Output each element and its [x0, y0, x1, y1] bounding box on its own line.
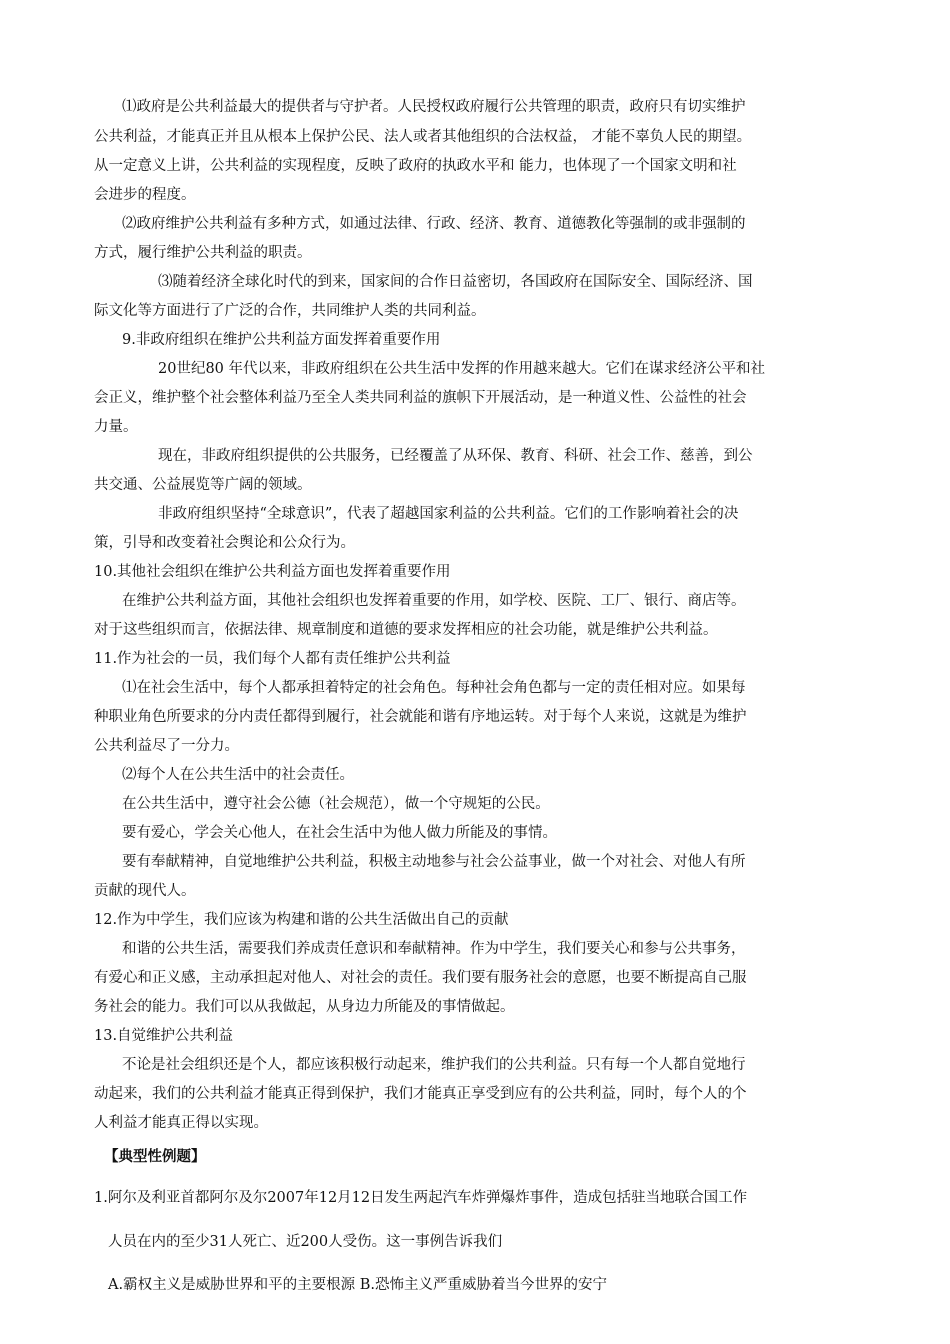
- question-stem: 人员在内的至少31人死亡、近200人受伤。这一事例告诉我们: [108, 1234, 503, 1250]
- paragraph-line: ⑶随着经济全球化时代的到来，国家间的合作日益密切，各国政府在国际安全、国际经济、国: [158, 274, 753, 290]
- section-heading: 12.作为中学生，我们应该为构建和谐的公共生活做出自己的贡献: [94, 912, 509, 928]
- paragraph-line: 要有爱心，学会关心他人，在社会生活中为他人做力所能及的事情。: [122, 825, 557, 841]
- example-section-title: 【典型性例题】: [104, 1149, 206, 1165]
- paragraph-line: 公共利益，才能真正并且从根本上保护公民、法人或者其他组织的合法权益， 才能不辜负人民的期望。: [94, 129, 752, 145]
- paragraph-line: 际文化等方面进行了广泛的合作，共同维护人类的共同利益。: [94, 303, 486, 319]
- paragraph-line: 在维护公共利益方面，其他社会组织也发挥着重要的作用，如学校、医院、工厂、银行、商店等。: [122, 593, 746, 609]
- section-heading: 13.自觉维护公共利益: [94, 1028, 234, 1044]
- paragraph-line: ⑵政府维护公共利益有多种方式，如通过法律、行政、经济、教育、道德教化等强制的或非强制的: [122, 216, 746, 232]
- paragraph-line: ⑵每个人在公共生活中的社会责任。: [122, 767, 354, 783]
- paragraph-line: 共交通、公益展览等广阔的领域。: [94, 477, 312, 493]
- paragraph-line: 非政府组织坚持“全球意识”，代表了超越国家利益的公共利益。它们的工作影响着社会的决: [158, 506, 739, 522]
- paragraph-line: 力量。: [94, 419, 138, 435]
- answer-options: A.霸权主义是威胁世界和平的主要根源 B.恐怖主义严重威胁着当今世界的安宁: [108, 1277, 607, 1293]
- paragraph-line: 要有奉献精神，自觉地维护公共利益，积极主动地参与社会公益事业，做一个对社会、对他人有所: [122, 854, 746, 870]
- paragraph-line: 有爱心和正义感，主动承担起对他人、对社会的责任。我们要有服务社会的意愿，也要不断提高自己服: [94, 970, 747, 986]
- paragraph-line: 公共利益尽了一分力。: [94, 738, 239, 754]
- paragraph-line: 会进步的程度。: [94, 187, 196, 203]
- paragraph-line: 从一定意义上讲，公共利益的实现程度，反映了政府的执政水平和 能力，也体现了一个国家文明和社: [94, 158, 737, 174]
- paragraph-line: 现在，非政府组织提供的公共服务，已经覆盖了从环保、教育、科研、社会工作、慈善，到公: [158, 448, 753, 464]
- paragraph-line: 方式，履行维护公共利益的职责。: [94, 245, 312, 261]
- section-heading: 9.非政府组织在维护公共利益方面发挥着重要作用: [122, 332, 441, 348]
- paragraph-line: 20世纪80 年代以来，非政府组织在公共生活中发挥的作用越来越大。它们在谋求经济公平和社: [158, 361, 766, 377]
- paragraph-line: 对于这些组织而言，依据法律、规章制度和道德的要求发挥相应的社会功能，就是维护公共利益。: [94, 622, 718, 638]
- paragraph-line: ⑴政府是公共利益最大的提供者与守护者。人民授权政府履行公共管理的职责，政府只有切实维护: [122, 99, 746, 115]
- paragraph-line: 会正义，维护整个社会整体利益乃至全人类共同利益的旗帜下开展活动，是一种道义性、公益性的社会: [94, 390, 747, 406]
- paragraph-line: 贡献的现代人。: [94, 883, 196, 899]
- paragraph-line: 动起来，我们的公共利益才能真正得到保护，我们才能真正享受到应有的公共利益，同时，每个人的个: [94, 1086, 747, 1102]
- paragraph-line: 人利益才能真正得以实现。: [94, 1115, 268, 1131]
- paragraph-line: 不论是社会组织还是个人，都应该积极行动起来，维护我们的公共利益。只有每一个人都自觉地行: [122, 1057, 746, 1073]
- paragraph-line: 和谐的公共生活，需要我们养成责任意识和奉献精神。作为中学生，我们要关心和参与公共事务，: [122, 941, 746, 957]
- paragraph-line: ⑴在社会生活中，每个人都承担着特定的社会角色。每种社会角色都与一定的责任相对应。如果每: [122, 680, 746, 696]
- paragraph-line: 策，引导和改变着社会舆论和公众行为。: [94, 535, 355, 551]
- paragraph-line: 在公共生活中，遵守社会公德（社会规范），做一个守规矩的公民。: [122, 796, 550, 812]
- section-heading: 10.其他社会组织在维护公共利益方面也发挥着重要作用: [94, 564, 451, 580]
- paragraph-line: 种职业角色所要求的分内责任都得到履行，社会就能和谐有序地运转。对于每个人来说，这就是为维护: [94, 709, 747, 725]
- question-stem: 1.阿尔及利亚首都阿尔及尔2007年12月12日发生两起汽车炸弹爆炸事件，造成包括驻当地联合国工作: [94, 1190, 748, 1206]
- paragraph-line: 务社会的能力。我们可以从我做起，从身边力所能及的事情做起。: [94, 999, 515, 1015]
- section-heading: 11.作为社会的一员，我们每个人都有责任维护公共利益: [94, 651, 451, 667]
